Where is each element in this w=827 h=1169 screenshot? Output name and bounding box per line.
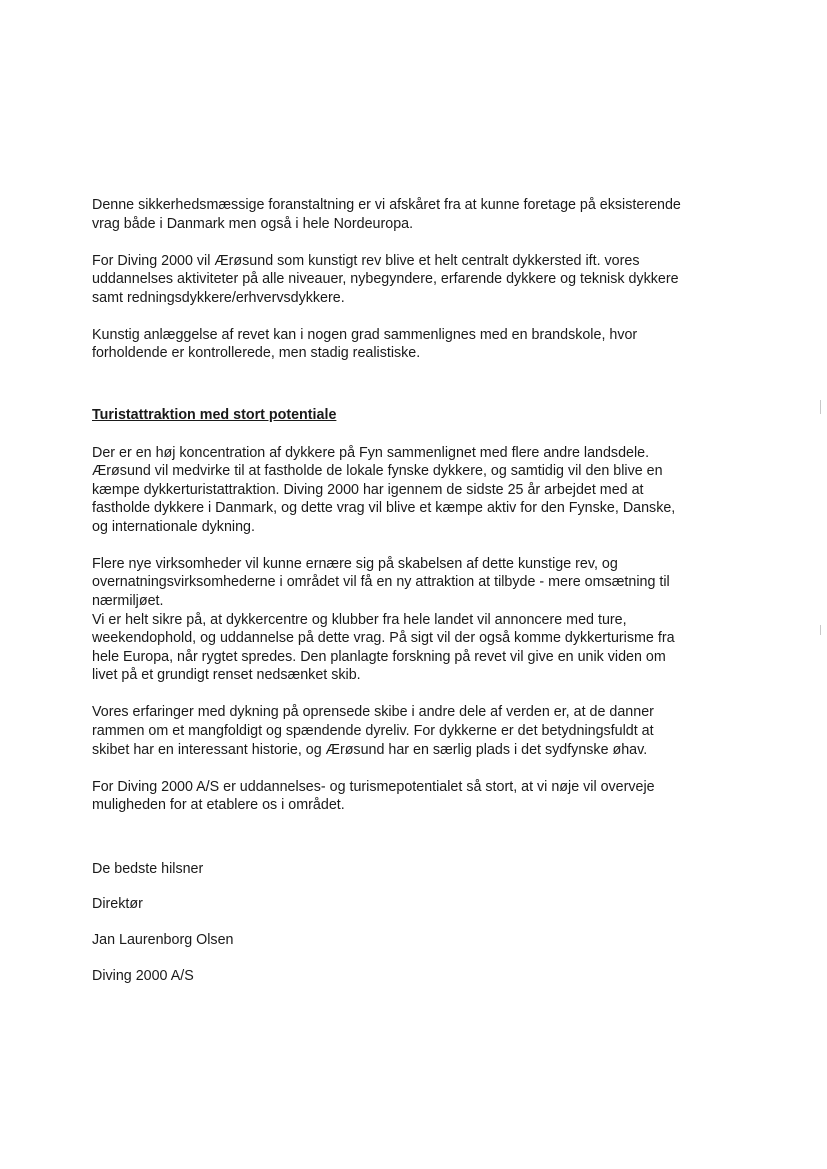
text-line: Kunstig anlæggelse af revet kan i nogen grad sammenlignes med en brandskole, hvor bbox=[92, 326, 638, 343]
text-line: vrag både i Danmark men også i hele Nordeuropa. bbox=[92, 215, 414, 232]
text-line: fastholde dykkere i Danmark, og dette vrag vil blive et kæmpe aktiv for den Fynske, Danske, bbox=[92, 500, 676, 517]
text-line: Flere nye virksomheder vil kunne ernære sig på skabelsen af dette kunstige rev, og bbox=[92, 555, 618, 572]
text-line: Ærøsund vil medvirke til at fastholde de lokale fynske dykkere, og samtidig vil den blive en bbox=[92, 463, 663, 480]
signature-title: Direktør bbox=[92, 896, 143, 913]
scan-artifact bbox=[820, 400, 821, 414]
signature-closing: De bedste hilsner bbox=[92, 860, 204, 877]
text-line: samt redningsdykkere/erhvervsdykkere. bbox=[92, 289, 345, 306]
section-heading: Turistattraktion med stort potentiale bbox=[92, 406, 337, 423]
paragraph-2 bbox=[92, 252, 737, 308]
text-line: weekendophold, og uddannelse på dette vrag. På sigt vil der også komme dykkerturisme fra bbox=[92, 630, 675, 647]
text-line: overnatningsvirksomhederne i området vil få en ny attraktion at tilbyde - mere omsætning til bbox=[92, 574, 670, 591]
text-line: Vi er helt sikre på, at dykkercentre og klubber fra hele landet vil annoncere med ture, bbox=[92, 611, 627, 628]
paragraph-7 bbox=[92, 778, 737, 815]
letter-body bbox=[92, 196, 737, 985]
paragraph-1 bbox=[92, 196, 737, 233]
scan-artifact bbox=[820, 625, 821, 635]
text-line: uddannelses aktiviteter på alle niveauer, nybegyndere, erfarende dykkere og teknisk dykkere bbox=[92, 271, 679, 288]
text-line: muligheden for at etablere os i området. bbox=[92, 797, 345, 814]
paragraph-5 bbox=[92, 555, 737, 685]
text-line: kæmpe dykkerturistattraktion. Diving 2000 har igennem de sidste 25 år arbejdet med at bbox=[92, 481, 644, 498]
text-line: Denne sikkerhedsmæssige foranstaltning er vi afskåret fra at kunne foretage på eksisterende bbox=[92, 197, 681, 213]
text-line: Der er en høj koncentration af dykkere på Fyn sammenlignet med flere andre landsdele. bbox=[92, 444, 650, 461]
text-line: livet på et grundigt renset nedsænket skib. bbox=[92, 667, 361, 684]
paragraph-6 bbox=[92, 703, 737, 759]
text-line: nærmiljøet. bbox=[92, 593, 164, 610]
text-line: og internationale dykning. bbox=[92, 518, 255, 535]
text-line: hele Europa, når rygtet spredes. Den planlagte forskning på revet vil give en unik viden om bbox=[92, 648, 666, 665]
text-line: rammen om et mangfoldigt og spændende dyreliv. For dykkerne er det betydningsfuldt at bbox=[92, 723, 654, 740]
signature-company: Diving 2000 A/S bbox=[92, 967, 194, 984]
text-line: forholdende er kontrollerede, men stadig realistiske. bbox=[92, 345, 421, 362]
text-line: Vores erfaringer med dykning på oprensede skibe i andre dele af verden er, at de danner bbox=[92, 704, 654, 721]
paragraph-3 bbox=[92, 326, 737, 363]
text-line: For Diving 2000 vil Ærøsund som kunstigt rev blive et helt centralt dykkersted ift. vores bbox=[92, 252, 640, 269]
text-line: For Diving 2000 A/S er uddannelses- og turismepotentialet så stort, at vi nøje vil overveje bbox=[92, 778, 655, 795]
text-line: skibet har en interessant historie, og Ærøsund har en særlig plads i det sydfynske øhav. bbox=[92, 741, 648, 758]
signature-name: Jan Laurenborg Olsen bbox=[92, 931, 234, 948]
paragraph-4 bbox=[92, 444, 737, 537]
